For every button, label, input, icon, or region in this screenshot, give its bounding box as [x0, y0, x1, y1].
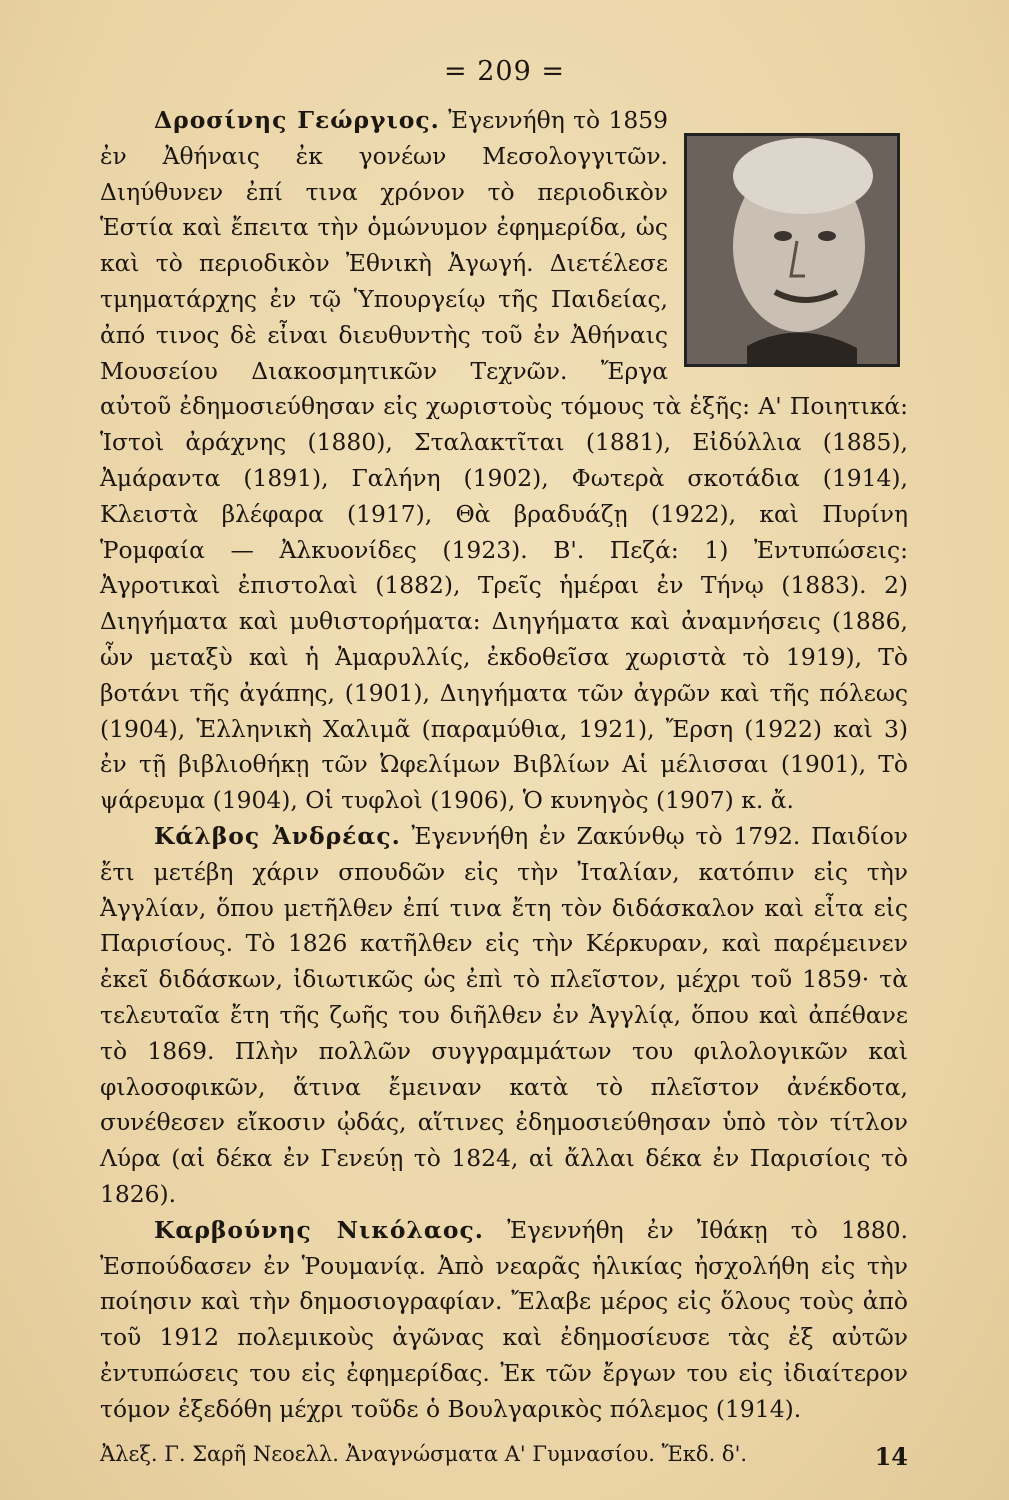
- entry-name: Δροσίνης Γεώργιος.: [154, 106, 440, 134]
- entry-name: Κάλβος Ἀνδρέας.: [154, 821, 401, 850]
- entry-text: Ἐγεννήθη ἐν Ζακύνθῳ τὸ 1792. Παιδίον ἔτι μετέβη χάριν σπουδῶν εἰς τὴν Ἰταλίαν, κατόπιν εἰς τὴν Ἀγγλίαν, ὅπου μετῆλθεν ἐπί τινα ἔτη τὸν διδάσκαλον καὶ εἶτα εἰς Παρισίους. Τὸ 1826 κατῆλθεν εἰς τὴν Κέρκυραν, καὶ παρέμεινεν ἐκεῖ διδάσκων, ἰδιωτικῶς ὡς ἐπὶ τὸ πλεῖστον, μέχρι τοῦ 1859· τὰ τελευταῖα ἔτη τῆς ζωῆς του διῆλθεν ἐν Ἀγγλίᾳ, ὅπου καὶ ἀπέθανε τὸ 1869. Πλὴν πολλῶν συγγραμμάτων του φιλολογικῶν καὶ φιλοσοφικῶν, ἅτινα ἔμειναν κατὰ τὸ πλεῖστον ἀνέκδοτα, συνέθεσεν εἴκοσιν ᾠδάς, αἵτινες ἐδημοσιεύθησαν ὑπὸ τὸν τίτλον Λύρα (αἱ δέκα ἐν Γενεύῃ τὸ 1824, αἱ ἄλλαι δέκα ἐν Παρισίοις τὸ 1826).: [100, 821, 909, 1208]
- page-number: = 209 =: [444, 56, 565, 87]
- entry-text: Ἐγεννήθη ἐν Ἰθάκῃ τὸ 1880. Ἐσπούδασεν ἐν Ῥουμανίᾳ. Ἀπὸ νεαρᾶς ἡλικίας ἠσχολήθη εἰς τὴν ποίησιν καὶ τὴν δημοσιογραφίαν. Ἔλαβε μέρος εἰς ὅλους τοὺς ἀπὸ τοῦ 1912 πολεμικοὺς ἀγῶνας καὶ ἐδημοσίευσε τὰς ἐξ αὐτῶν ἐντυπώσεις του εἰς ἐφημερίδας. Ἐκ τῶν ἔργων του εἰς ἰδιαίτερον τόμον ἐξεδόθη μέχρι τοῦδε ὁ Βουλγαρικὸς πόλεμος (1914).: [100, 1215, 909, 1423]
- entry-kalvos: [100, 819, 908, 1213]
- entry-name: Καρβούνης Νικόλαος.: [154, 1215, 484, 1244]
- page-body: [100, 103, 908, 1427]
- footer-text: Ἀλεξ. Γ. Σαρῆ Νεοελλ. Ἀναγνώσματα Α' Γυμνασίου. Ἔκδ. δ'.: [100, 1442, 748, 1466]
- portrait-image: [684, 133, 900, 367]
- signature-mark: 14: [874, 1442, 908, 1471]
- entry-text: Ἐγεννήθη τὸ 1859 ἐν Ἀθήναις ἐκ γονέων Μεσολογγιτῶν. Διηύθυνεν ἐπί τινα χρόνον τὸ περιοδικὸν Ἑστία καὶ ἔπειτα τὴν ὁμώνυμον ἐφημερίδα, ὡς καὶ τὸ περιοδικὸν Ἐθνικὴ Ἀγωγή. Διετέλεσε τμηματάρχης ἐν τῷ Ὑπουργείῳ τῆς Παιδείας, ἀπό τινος δὲ εἶναι διευθυντὴς τοῦ ἐν Ἀθήναις Μουσείου Διακοσμητικῶν Τεχνῶν. Ἔργα αὐτοῦ ἐδημοσιεύθησαν εἰς χωριστοὺς τόμους τὰ ἑξῆς: Α' Ποιητικά: Ἱστοὶ ἀράχνης (1880), Σταλακτῖται (1881), Εἰδύλλια (1885), Ἀμάραντα (1891), Γαλήνη (1902), Φωτερὰ σκοτάδια (1914), Κλειστὰ βλέφαρα (1917), Θὰ βραδυάζῃ (1922), καὶ Πυρίνη Ῥομφαία — Ἀλκυονίδες (1923). Β'. Πεζά: 1) Ἐντυπώσεις: Ἀγροτικαὶ ἐπιστολαὶ (1882), Τρεῖς ἡμέραι ἐν Τήνῳ (1883). 2) Διηγήματα καὶ μυθιστορήματα: Διηγήματα καὶ ἀναμνήσεις (1886, ὧν μεταξὺ καὶ ἡ Ἀμαρυλλίς, ἐκδοθεῖσα χωριστὰ τὸ 1919), Τὸ βοτάνι τῆς ἀγάπης, (1901), Διηγήματα τῶν ἀγρῶν καὶ τῆς πόλεως (1904), Ἑλληνικὴ Χαλιμᾶ (παραμύθια, 1921), Ἔρση (1922) καὶ 3) ἐν τῇ βιβλιοθήκῃ τῶν Ὠφελίμων Βιβλίων Αἱ μέλισσαι (1901), Τὸ ψάρευμα (1904), Οἱ τυφλοὶ (1906), Ὁ κυνηγὸς (1907) κ. ἄ.: [100, 106, 908, 815]
- entry-karvounis: [100, 1213, 908, 1428]
- portrait-drawing: [687, 136, 897, 364]
- page-footer: [100, 1442, 908, 1471]
